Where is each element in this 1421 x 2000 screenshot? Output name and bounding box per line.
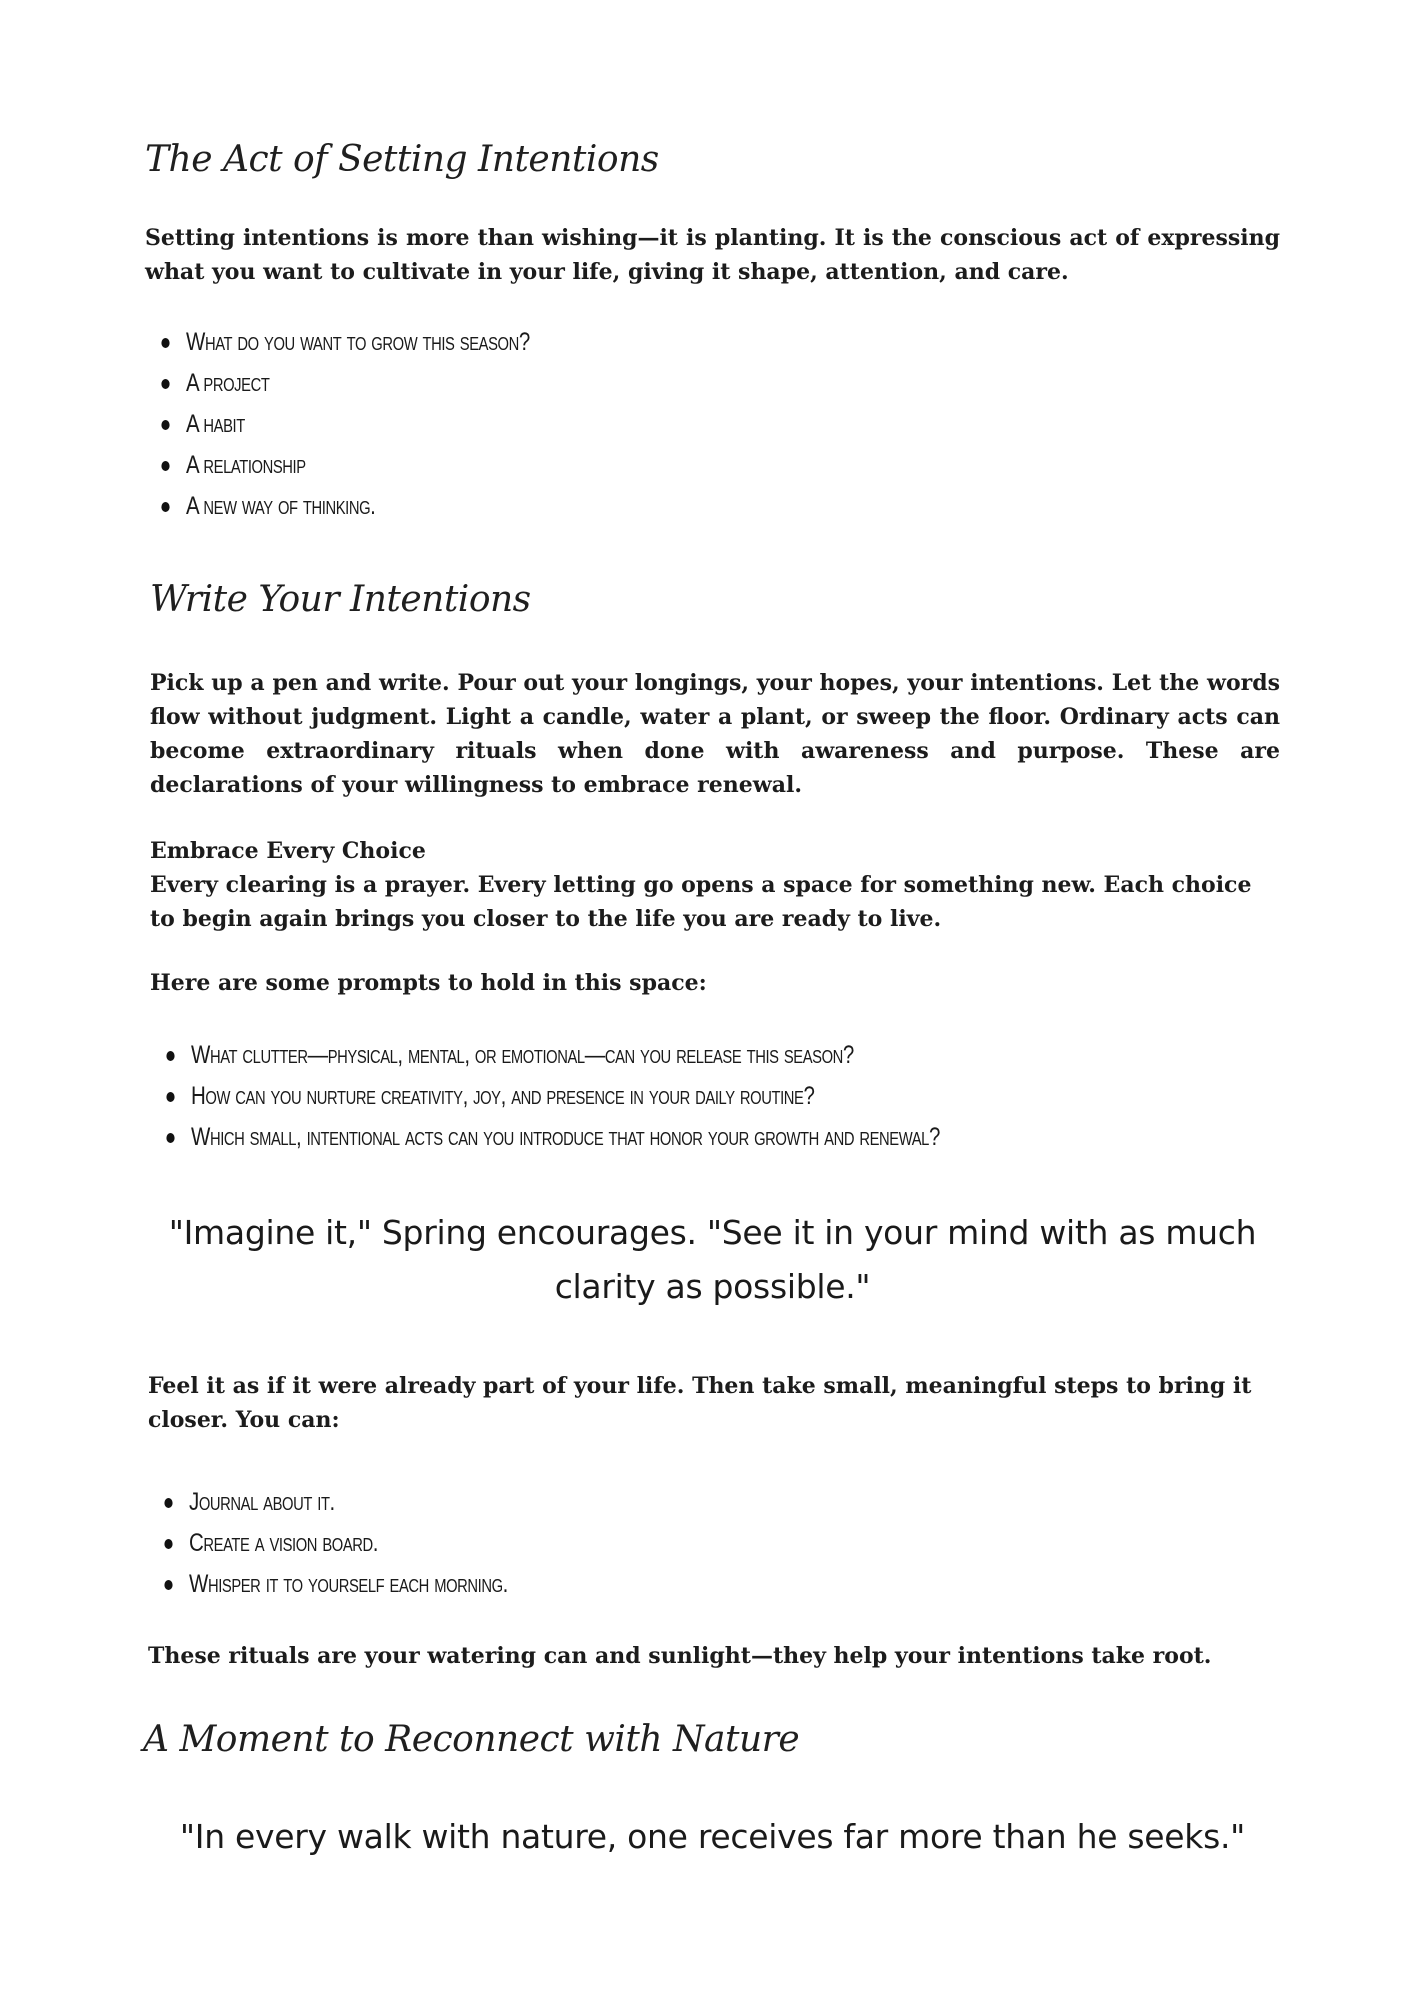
section-heading: Write Your Intentions: [150, 579, 531, 620]
list-item: Create a vision board.: [148, 1523, 1079, 1564]
bullet-icon: [164, 1539, 172, 1549]
closing-paragraph: These rituals are your watering can and sunlight—they help your intentions take root.: [148, 1643, 1212, 1669]
write-paragraph: Pick up a pen and write. Pour out your longings, your hopes, your intentions. Let the words flow without judgment. Light a candle, water a plant, or sweep the floor. Ordinary acts can become extraordinary rituals when done with awareness and purpose. These are declarations of your willingness to embrace renewal.: [150, 670, 1280, 798]
bullet-icon: [161, 502, 169, 512]
list-item: A habit: [145, 404, 1076, 445]
bullet-icon: [164, 1580, 172, 1590]
intentions-list: [145, 322, 1280, 527]
list-item: Whisper it to yourself each morning.: [148, 1564, 1079, 1605]
bullet-icon: [161, 338, 169, 348]
list-item: How can you nurture creativity, joy, and presence in your daily routine?: [150, 1076, 1081, 1117]
list-item: What do you want to grow this season?: [145, 322, 1076, 363]
bullet-icon: [161, 461, 169, 471]
sub-paragraph: Every clearing is a prayer. Every letting go opens a space for something new. Each choice to begin again brings you closer to the life you are ready to live.: [150, 872, 1252, 932]
intro-paragraph: Setting intentions is more than wishing—it is planting. It is the conscious act of expressing what you want to cultivate in your life, giving it shape, attention, and care.: [145, 225, 1280, 285]
bullet-icon: [166, 1092, 174, 1102]
list-item: What clutter—physical, mental, or emotional—can you release this season?: [150, 1035, 1081, 1076]
after-quote-paragraph: Feel it as if it were already part of your life. Then take small, meaningful steps to bring it closer. You can:: [148, 1373, 1252, 1433]
section-heading: The Act of Setting Intentions: [145, 139, 659, 180]
section-heading: A Moment to Reconnect with Nature: [143, 1719, 800, 1760]
subheading: Embrace Every Choice: [150, 838, 426, 864]
prompts-intro: Here are some prompts to hold in this space:: [150, 970, 707, 996]
bullet-icon: [161, 379, 169, 389]
spring-quote: "Imagine it," Spring encourages. "See it in your mind with as much clarity as possible.": [168, 1213, 1257, 1306]
actions-list: [148, 1482, 1283, 1605]
list-item: A project: [145, 363, 1076, 404]
prompts-list: [150, 1035, 1285, 1158]
list-item: A new way of thinking.: [145, 486, 1076, 527]
list-item: Journal about it.: [148, 1482, 1079, 1523]
list-item: Which small, intentional acts can you introduce that honor your growth and renewal?: [150, 1117, 1081, 1158]
list-item: A relationship: [145, 445, 1076, 486]
bullet-icon: [161, 420, 169, 430]
bullet-icon: [164, 1498, 172, 1508]
bullet-icon: [166, 1051, 174, 1061]
bullet-icon: [166, 1133, 174, 1143]
nature-quote: "In every walk with nature, one receives far more than he seeks.": [179, 1817, 1246, 1856]
